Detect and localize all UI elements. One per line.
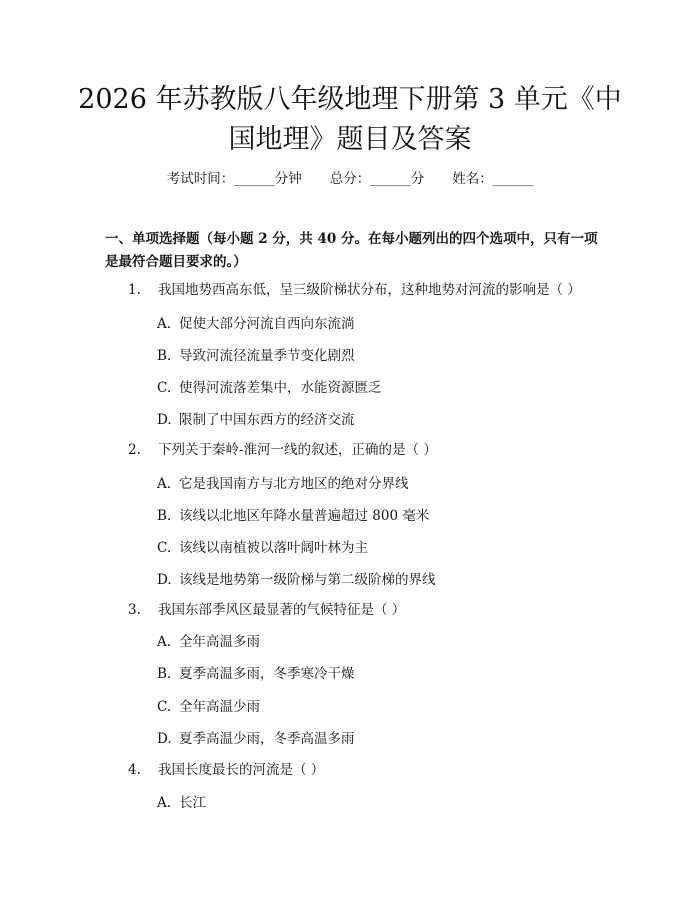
question-4 [128, 760, 324, 780]
option-letter: C. [157, 699, 172, 715]
section-heading-single-choice: 一、单项选择题（每小题 2 分，共 40 分。在每小题列出的四个选项中，只有一项是最符合题目要求的。） [105, 231, 598, 270]
option-text: 长江 [179, 795, 206, 811]
question-1-option-a [157, 314, 355, 334]
option-letter: A. [157, 795, 172, 811]
document-title-line-1: 2026 年苏教版八年级地理下册第 3 单元《中 [78, 84, 622, 115]
exam-meta-line [0, 169, 700, 189]
question-text: 我国地势西高东低，呈三级阶梯状分布，这种地势对河流的影响是（ ） [158, 282, 581, 298]
option-letter: D. [157, 731, 172, 747]
option-text: 促使大部分河流自西向东流淌 [179, 316, 355, 332]
option-letter: A. [157, 476, 172, 492]
option-text: 该线以南植被以落叶阔叶林为主 [179, 540, 368, 556]
question-4-option-a [157, 793, 206, 813]
question-2-option-b [157, 506, 429, 526]
question-number: 4. [128, 762, 141, 778]
option-text: 全年高温少雨 [179, 699, 260, 715]
exam-time-field: 考试时间：______分钟 [166, 171, 302, 187]
question-3-option-d [157, 729, 355, 749]
question-text: 下列关于秦岭-淮河一线的叙述，正确的是（ ） [158, 442, 437, 458]
question-1 [128, 280, 581, 300]
question-3 [128, 600, 405, 620]
question-number: 1. [128, 282, 141, 298]
option-letter: B. [157, 666, 172, 682]
question-1-option-b [157, 346, 355, 366]
question-2-option-c [157, 538, 368, 558]
option-letter: A. [157, 316, 172, 332]
option-text: 该线以北地区年降水量普遍超过 800 毫米 [179, 508, 430, 524]
option-text: 它是我国南方与北方地区的绝对分界线 [179, 476, 409, 492]
option-text: 导致河流径流量季节变化剧烈 [179, 348, 355, 364]
option-text: 该线是地势第一级阶梯与第二级阶梯的界线 [179, 572, 436, 588]
document-title-line-2: 国地理》题目及答案 [228, 124, 472, 155]
option-text: 使得河流落差集中，水能资源匮乏 [179, 380, 382, 396]
question-2-option-d [157, 570, 436, 590]
option-text: 限制了中国东西方的经济交流 [179, 412, 355, 428]
student-name-field: 姓名：______ [452, 171, 534, 187]
question-1-option-d [157, 410, 355, 430]
option-text: 夏季高温少雨，冬季高温多雨 [179, 731, 355, 747]
question-3-option-a [157, 632, 260, 652]
question-2-option-a [157, 474, 409, 494]
option-text: 夏季高温多雨，冬季寒冷干燥 [179, 666, 355, 682]
total-score-field: 总分：______分 [329, 171, 425, 187]
question-text: 我国长度最长的河流是（ ） [158, 762, 325, 778]
question-text: 我国东部季风区最显著的气候特征是（ ） [158, 602, 406, 618]
option-letter: D. [157, 572, 172, 588]
question-number: 3. [128, 602, 141, 618]
option-letter: C. [157, 540, 172, 556]
option-letter: B. [157, 348, 172, 364]
question-number: 2. [128, 442, 141, 458]
option-letter: D. [157, 412, 172, 428]
question-3-option-b [157, 664, 355, 684]
option-letter: A. [157, 634, 172, 650]
option-letter: B. [157, 508, 172, 524]
question-2 [128, 440, 437, 460]
option-text: 全年高温多雨 [179, 634, 260, 650]
option-letter: C. [157, 380, 172, 396]
question-3-option-c [157, 697, 260, 717]
question-1-option-c [157, 378, 382, 398]
